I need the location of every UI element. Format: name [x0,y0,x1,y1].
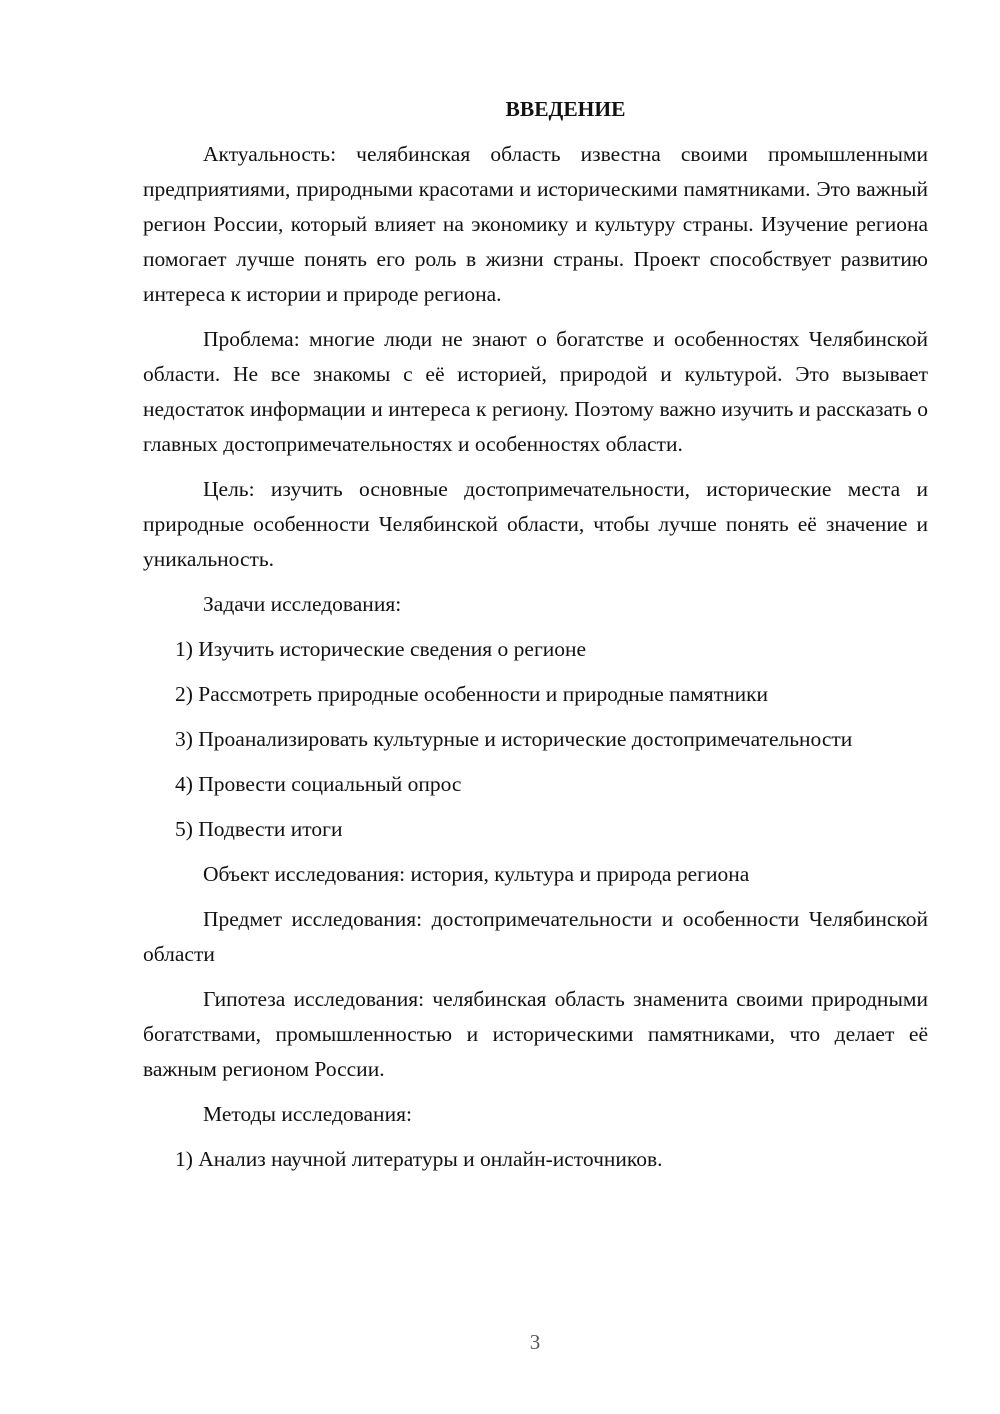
document-page [143,92,928,1187]
object-paragraph: Объект исследования: история, культура и природа региона [203,862,750,886]
subject-paragraph: Предмет исследования: достопримечательности и особенности Челябинской области [143,907,928,966]
hypothesis-paragraph: Гипотеза исследования: челябинская область знаменита своими природными богатствами, промышленностью и историческими памятниками, что делает её важным регионом России. [143,987,928,1081]
task-item: 3) Проанализировать культурные и исторические достопримечательности [175,727,853,751]
goal-paragraph: Цель: изучить основные достопримечательности, исторические места и природные особенности Челябинской области, чтобы лучше понять её значение и уникальность. [143,477,928,571]
method-item: 1) Анализ научной литературы и онлайн-источников. [175,1147,663,1171]
task-item: 5) Подвести итоги [175,817,343,841]
task-item: 1) Изучить исторические сведения о регионе [175,637,587,661]
page-number: 3 [529,1330,541,1354]
tasks-heading: Задачи исследования: [203,592,402,616]
task-item: 4) Провести социальный опрос [175,772,462,796]
problem-paragraph: Проблема: многие люди не знают о богатстве и особенностях Челябинской области. Не все знакомы с её историей, природой и культурой. Это вызывает недостаток информации и интереса к региону. Поэтому важно изучить и рассказать о главных достопримечательностях и особенностях области. [143,327,928,456]
task-item: 2) Рассмотреть природные особенности и природные памятники [175,682,769,706]
section-title: ВВЕДЕНИЕ [505,97,626,121]
methods-heading: Методы исследования: [203,1102,412,1126]
relevance-paragraph: Актуальность: челябинская область известна своими промышленными предприятиями, природными красотами и историческими памятниками. Это важный регион России, который влияет на экономику и культуру страны. Изучение региона помогает лучше понять его роль в жизни страны. Проект способствует развитию интереса к истории и природе региона. [143,142,928,306]
